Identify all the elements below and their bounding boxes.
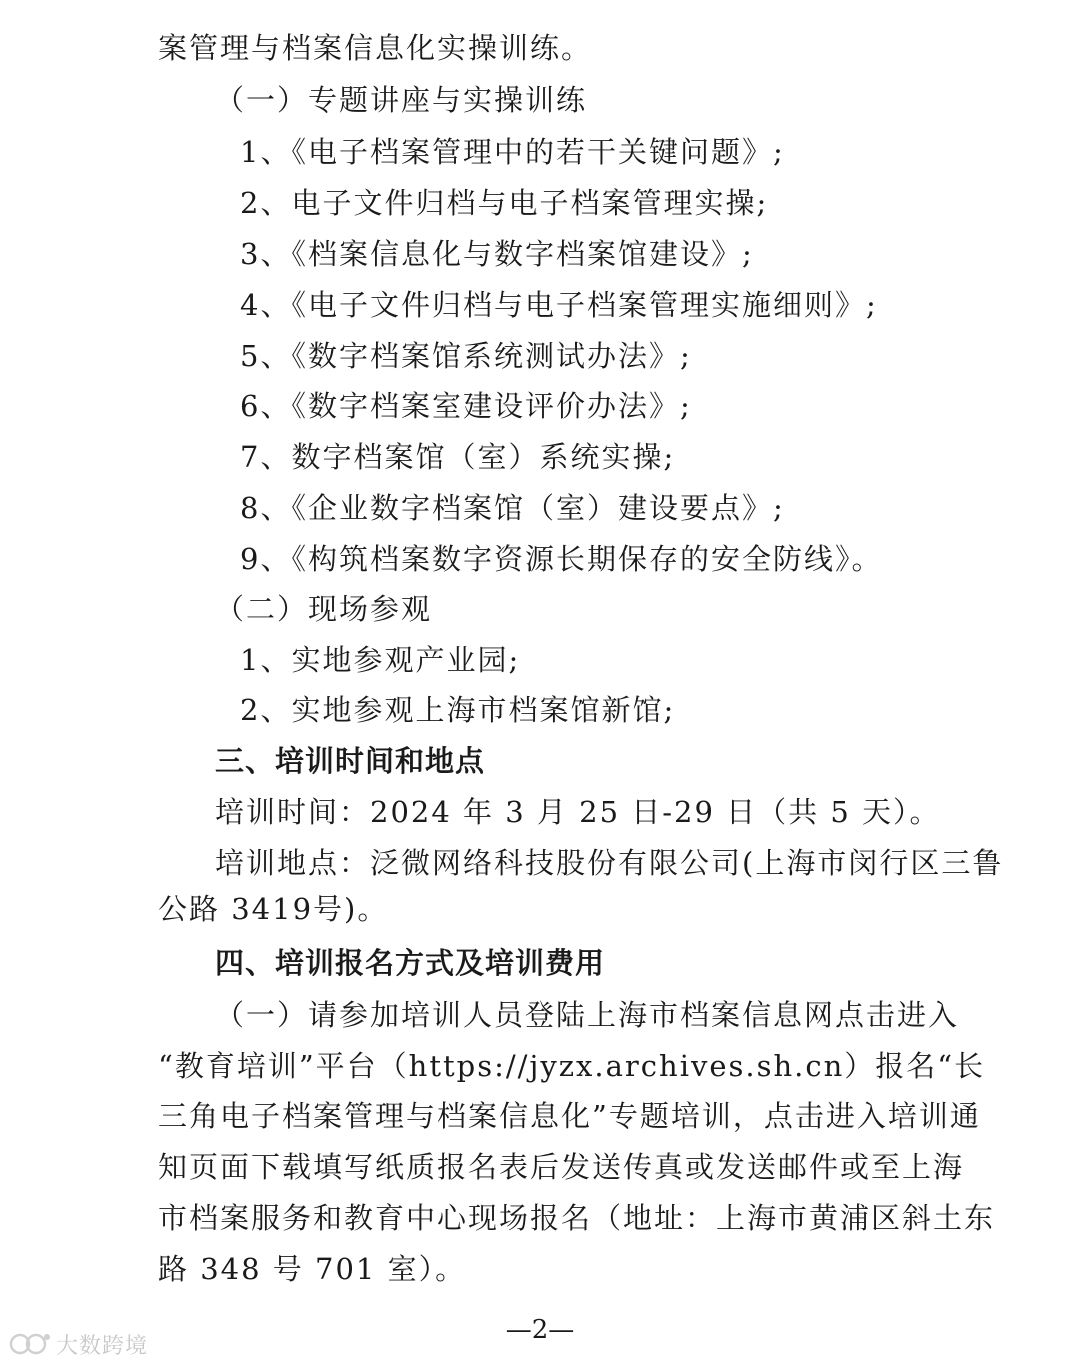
list-item: 8、《企业数字档案馆（室）建设要点》; bbox=[240, 491, 785, 525]
page-number: —2— bbox=[505, 1315, 575, 1345]
list-item: 1、实地参观产业园; bbox=[240, 643, 521, 677]
list-item: 2、电子文件归档与电子档案管理实操; bbox=[240, 186, 769, 220]
text-line: 培训时间：2024 年 3 月 25 日-29 日（共 5 天）。 bbox=[215, 795, 941, 829]
text-line: 公路 3419号)。 bbox=[158, 892, 389, 926]
watermark-logo-icon bbox=[8, 1329, 52, 1359]
list-item: 2、实地参观上海市档案馆新馆; bbox=[240, 693, 676, 727]
text-line: 三角电子档案管理与档案信息化”专题培训，点击进入培训通 bbox=[158, 1099, 981, 1133]
text-line: （一）请参加培训人员登陆上海市档案信息网点击进入 bbox=[215, 998, 960, 1032]
text-line: 路 348 号 701 室）。 bbox=[158, 1252, 467, 1286]
list-item: 7、数字档案馆（室）系统实操; bbox=[240, 440, 676, 474]
list-item: 5、《数字档案馆系统测试办法》; bbox=[240, 339, 692, 373]
list-item: 1、《电子档案管理中的若干关键问题》; bbox=[240, 135, 785, 169]
list-item: 4、《电子文件归档与电子档案管理实施细则》; bbox=[240, 288, 878, 322]
text-line: “教育培训”平台（https://jyzx.archives.sh.cn）报名“长 bbox=[158, 1049, 986, 1083]
list-item: 9、《构筑档案数字资源长期保存的安全防线》。 bbox=[240, 542, 883, 576]
subsection-heading: （一）专题讲座与实操训练 bbox=[215, 83, 588, 117]
list-item: 3、《档案信息化与数字档案馆建设》; bbox=[240, 237, 754, 271]
text-line: 培训地点：泛微网络科技股份有限公司(上海市闵行区三鲁 bbox=[215, 846, 1004, 880]
watermark-text: 大数跨境 bbox=[56, 1333, 149, 1359]
watermark bbox=[8, 1326, 148, 1362]
text-line: 案管理与档案信息化实操训练。 bbox=[158, 31, 593, 65]
text-line: 知页面下载填写纸质报名表后发送传真或发送邮件或至上海 bbox=[158, 1150, 965, 1184]
list-item: 6、《数字档案室建设评价办法》; bbox=[240, 389, 692, 423]
section-heading: 四、培训报名方式及培训费用 bbox=[215, 946, 606, 980]
section-heading: 三、培训时间和地点 bbox=[215, 744, 486, 778]
subsection-heading: （二）现场参观 bbox=[215, 592, 433, 626]
text-line: 市档案服务和教育中心现场报名（地址：上海市黄浦区斜土东 bbox=[158, 1201, 996, 1235]
